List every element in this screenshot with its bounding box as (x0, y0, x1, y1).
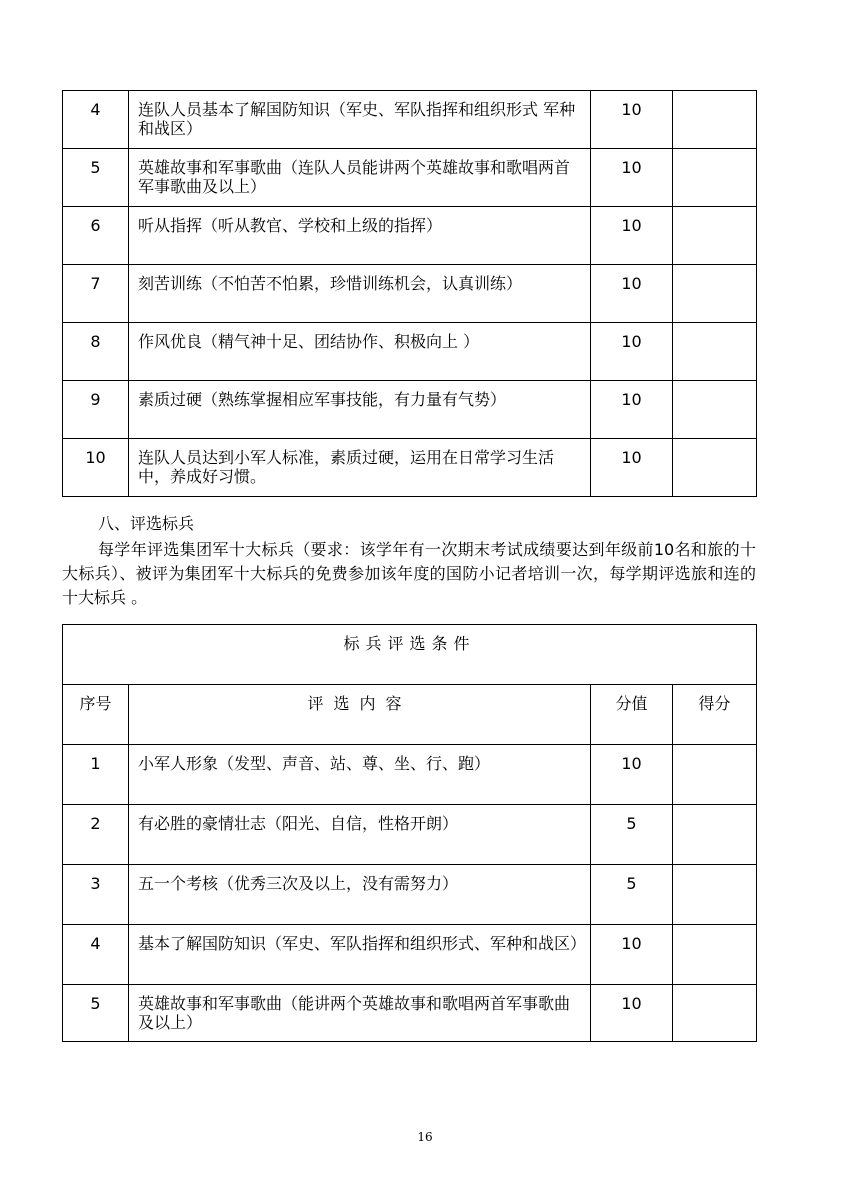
table-row (63, 925, 757, 985)
row-content: 素质过硬（熟练掌握相应军事技能，有力量有气势） (129, 381, 591, 439)
row-score: 5 (591, 805, 673, 865)
table-header-row (63, 685, 757, 745)
table-row (63, 439, 757, 497)
row-score: 10 (591, 381, 673, 439)
row-content: 五一个考核（优秀三次及以上，没有需努力） (129, 865, 591, 925)
row-score: 10 (591, 439, 673, 497)
row-score: 10 (591, 323, 673, 381)
table-title: 标兵评选条件 (63, 625, 757, 685)
column-header-content: 评选内容 (129, 685, 591, 745)
table-row (63, 265, 757, 323)
table-title-row (63, 625, 757, 685)
row-number: 5 (63, 149, 129, 207)
row-score: 5 (591, 865, 673, 925)
column-header-result: 得分 (673, 685, 757, 745)
bottom-table-body (63, 625, 757, 1042)
table-row (63, 381, 757, 439)
row-result-cell (673, 745, 757, 805)
model-soldier-criteria-table (62, 624, 757, 1042)
page-number: 16 (417, 1130, 433, 1144)
row-result-cell (673, 439, 757, 497)
row-number: 1 (63, 745, 129, 805)
table-row (63, 865, 757, 925)
table-row (63, 207, 757, 265)
row-score: 10 (591, 149, 673, 207)
row-result-cell (673, 323, 757, 381)
row-content: 小军人形象（发型、声音、站、尊、坐、行、跑） (129, 745, 591, 805)
table-row (63, 805, 757, 865)
top-table-body (63, 91, 757, 497)
row-number: 10 (63, 439, 129, 497)
section-heading: 八、评选标兵 (98, 514, 195, 533)
row-score: 10 (591, 925, 673, 985)
row-number: 9 (63, 381, 129, 439)
row-score: 10 (591, 265, 673, 323)
row-content: 刻苦训练（不怕苦不怕累，珍惜训练机会，认真训练） (129, 265, 591, 323)
table-row (63, 323, 757, 381)
row-score: 10 (591, 745, 673, 805)
row-content: 听从指挥（听从教官、学校和上级的指挥） (129, 207, 591, 265)
row-score: 10 (591, 91, 673, 149)
table-row (63, 149, 757, 207)
row-number: 6 (63, 207, 129, 265)
table-row (63, 985, 757, 1042)
row-result-cell (673, 207, 757, 265)
row-content: 英雄故事和军事歌曲（连队人员能讲两个英雄故事和歌唱两首军事歌曲及以上） (129, 149, 591, 207)
row-content: 英雄故事和军事歌曲（能讲两个英雄故事和歌唱两首军事歌曲及以上） (129, 985, 591, 1042)
row-number: 7 (63, 265, 129, 323)
section-paragraph: 每学年评选集团军十大标兵（要求：该学年有一次期末考试成绩要达到年级前10名和旅的十大标兵）、被评为集团军十大标兵的免费参加该年度的国防小记者培训一次，每学期评选旅和连的十大标兵 。 (62, 540, 756, 607)
row-result-cell (673, 925, 757, 985)
table-row (63, 91, 757, 149)
row-number: 8 (63, 323, 129, 381)
row-result-cell (673, 91, 757, 149)
row-result-cell (673, 805, 757, 865)
row-result-cell (673, 265, 757, 323)
row-result-cell (673, 985, 757, 1042)
row-number: 4 (63, 925, 129, 985)
row-number: 4 (63, 91, 129, 149)
row-result-cell (673, 381, 757, 439)
row-content: 作风优良（精气神十足、团结协作、积极向上 ） (129, 323, 591, 381)
row-number: 2 (63, 805, 129, 865)
row-result-cell (673, 865, 757, 925)
row-content: 连队人员达到小军人标准，素质过硬，运用在日常学习生活中，养成好习惯。 (129, 439, 591, 497)
table-row (63, 745, 757, 805)
row-result-cell (673, 149, 757, 207)
row-number: 3 (63, 865, 129, 925)
row-content: 基本了解国防知识（军史、军队指挥和组织形式、军种和战区） (129, 925, 591, 985)
row-content: 连队人员基本了解国防知识（军史、军队指挥和组织形式 军种和战区） (129, 91, 591, 149)
row-number: 5 (63, 985, 129, 1042)
row-score: 10 (591, 207, 673, 265)
row-content: 有必胜的豪情壮志（阳光、自信，性格开朗） (129, 805, 591, 865)
top-criteria-table (62, 90, 757, 497)
column-header-number: 序号 (63, 685, 129, 745)
column-header-score: 分值 (591, 685, 673, 745)
row-score: 10 (591, 985, 673, 1042)
